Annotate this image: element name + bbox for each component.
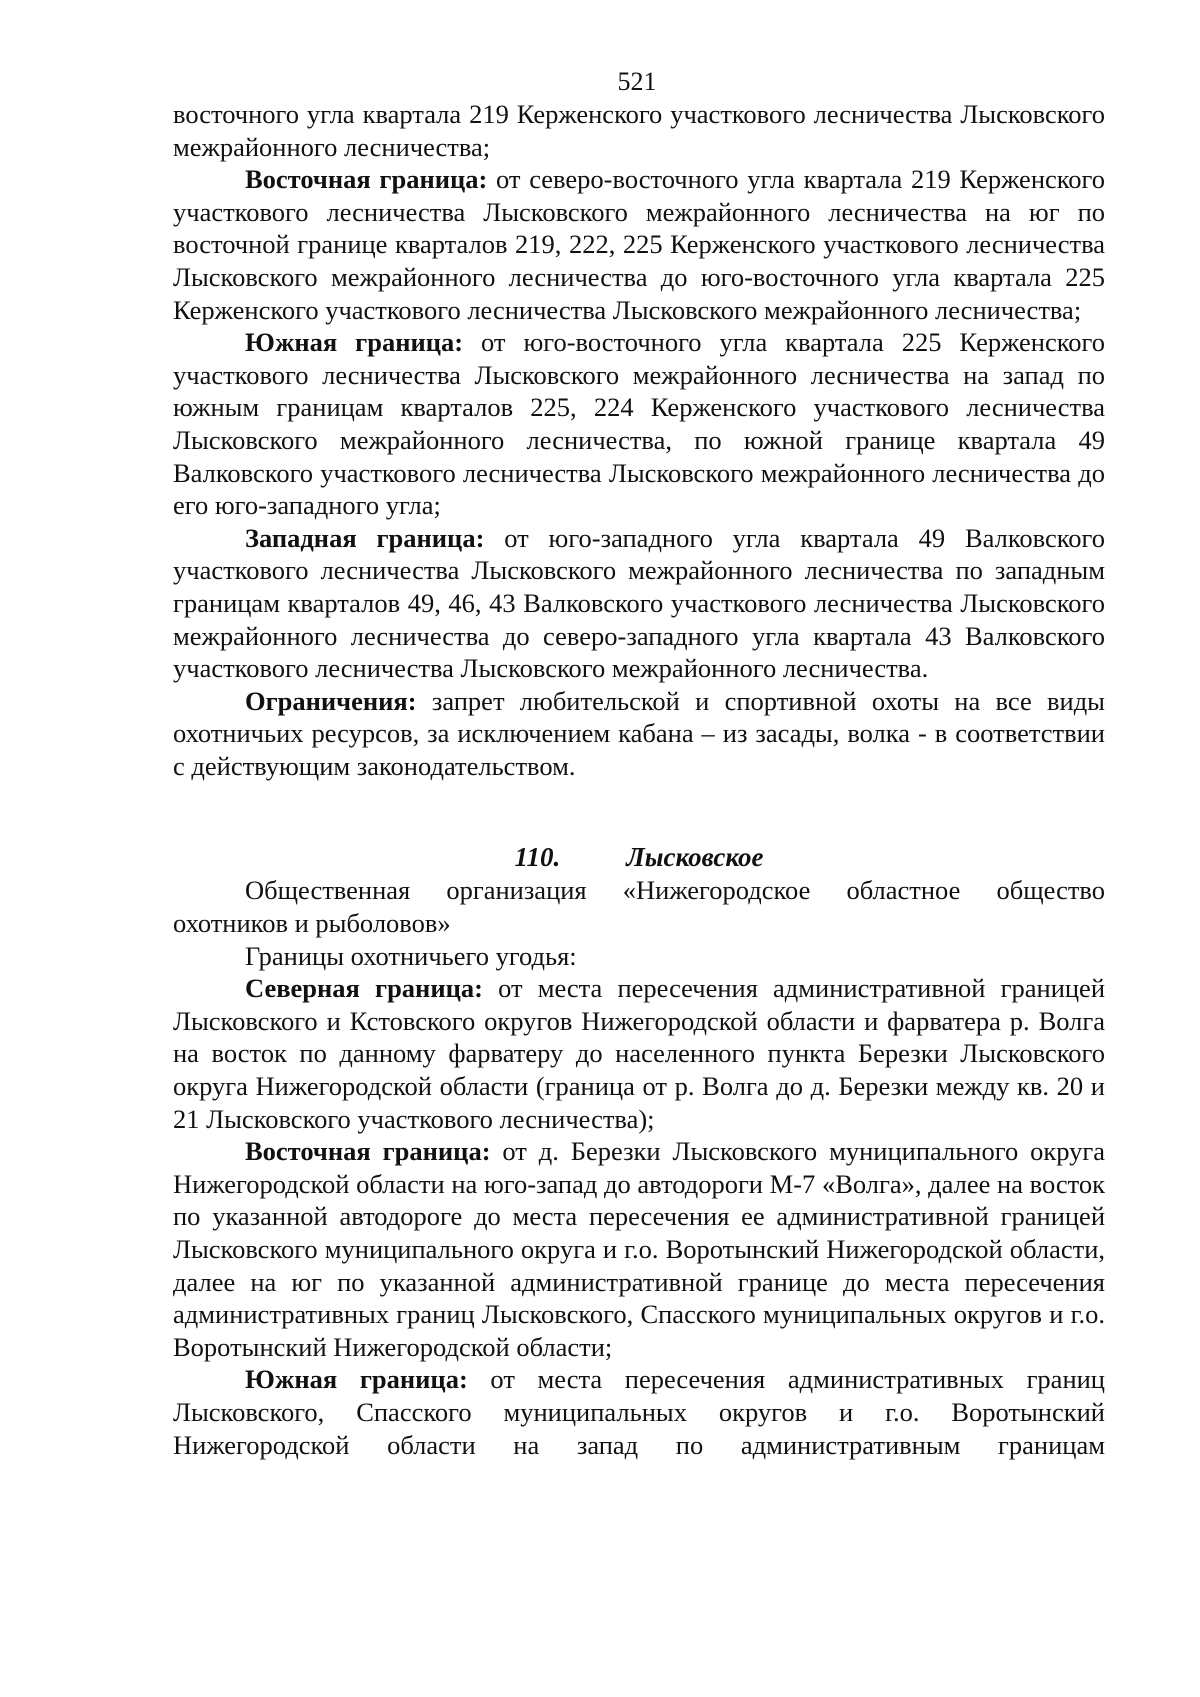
boundary-label: Западная граница: [245, 522, 485, 553]
boundary-text: от места пересечения административных границ Лысковского, Спасского муниципальных округов и г.о. Воротынский Нижегородской области на запад по административным границам [173, 1364, 1105, 1460]
boundary-text: от юго-западного угла квартала 49 Валковского участкового лесничества Лысковского межрайонного лесничества по западным границам кварталов 49, 46, 43 Валковского участкового лесничества Лысковского межрайонного лесничества до северо-западного угла квартала 43 Валковского участкового лесничества Лысковского межрайонного лесничества. [173, 522, 1105, 684]
boundary-label: Восточная граница: [245, 164, 488, 195]
boundary-label: Южная граница: [245, 327, 464, 358]
boundary-label: Восточная граница: [245, 1136, 491, 1167]
prev-south-boundary [173, 326, 1105, 522]
prev-east-boundary [173, 163, 1105, 326]
section-heading [173, 840, 1105, 874]
section-name: Лысковское [626, 842, 764, 873]
restrictions-label: Ограничения: [245, 685, 417, 716]
section-number: 110. [514, 842, 561, 873]
page-body [173, 98, 1105, 1461]
boundary-text: от места пересечения административной границей Лысковского и Кстовского округов Нижегородской области и фарватера р. Волга на восток по данному фарватеру до населенного пункта Березки Лысковского округа Нижегородской области (граница от р. Волга до д. Березки между кв. 20 и 21 Лысковского участкового лесничества); [173, 973, 1105, 1134]
boundary-label: Северная граница: [245, 973, 483, 1004]
page-number: 521 [617, 67, 657, 96]
boundary-text: от юго-восточного угла квартала 225 Керженского участкового лесничества Лысковского межрайонного лесничества на запад по южным границам кварталов 225, 224 Керженского участкового лесничества Лысковского межрайонного лесничества, по южной границе квартала 49 Валковского участкового лесничества Лысковского межрайонного лесничества до его юго-западного угла; [173, 327, 1105, 521]
south-boundary [173, 1363, 1105, 1461]
boundaries-heading: Границы охотничьего угодья: [245, 940, 577, 971]
east-boundary [173, 1135, 1105, 1363]
prev-restrictions [173, 685, 1105, 783]
boundary-text: от северо-восточного угла квартала 219 Керженского участкового лесничества Лысковского межрайонного лесничества на юг по восточной границе кварталов 219, 222, 225 Керженского участкового лесничества Лысковского межрайонного лесничества до юго-восточного угла квартала 225 Керженского участкового лесничества Лысковского межрайонного лесничества; [173, 164, 1106, 325]
section-organization: Общественная организация «Нижегородское областное общество охотников и рыболовов» [173, 875, 1105, 939]
north-boundary [173, 972, 1105, 1135]
boundary-label: Южная граница: [245, 1364, 468, 1395]
prev-west-boundary [173, 522, 1105, 685]
boundary-text: от д. Березки Лысковского муниципального округа Нижегородской области на юго-запад до автодороги М-7 «Волга», далее на восток по указанной автодороге до места пересечения ее административной границей Лысковского муниципального округа и г.о. Воротынский Нижегородской области, далее на юг по указанной административной границе до места пересечения административных границ Лысковского, Спасского муниципальных округов и г.о. Воротынский Нижегородской области; [173, 1136, 1105, 1362]
intro-fragment: восточного угла квартала 219 Керженского участкового лесничества Лысковского межрайонного лесничества; [173, 99, 1105, 162]
restrictions-text: запрет любительской и спортивной охоты на все виды охотничьих ресурсов, за исключением кабана – из засады, волка - в соответствии с действующим законодательством. [173, 685, 1105, 781]
